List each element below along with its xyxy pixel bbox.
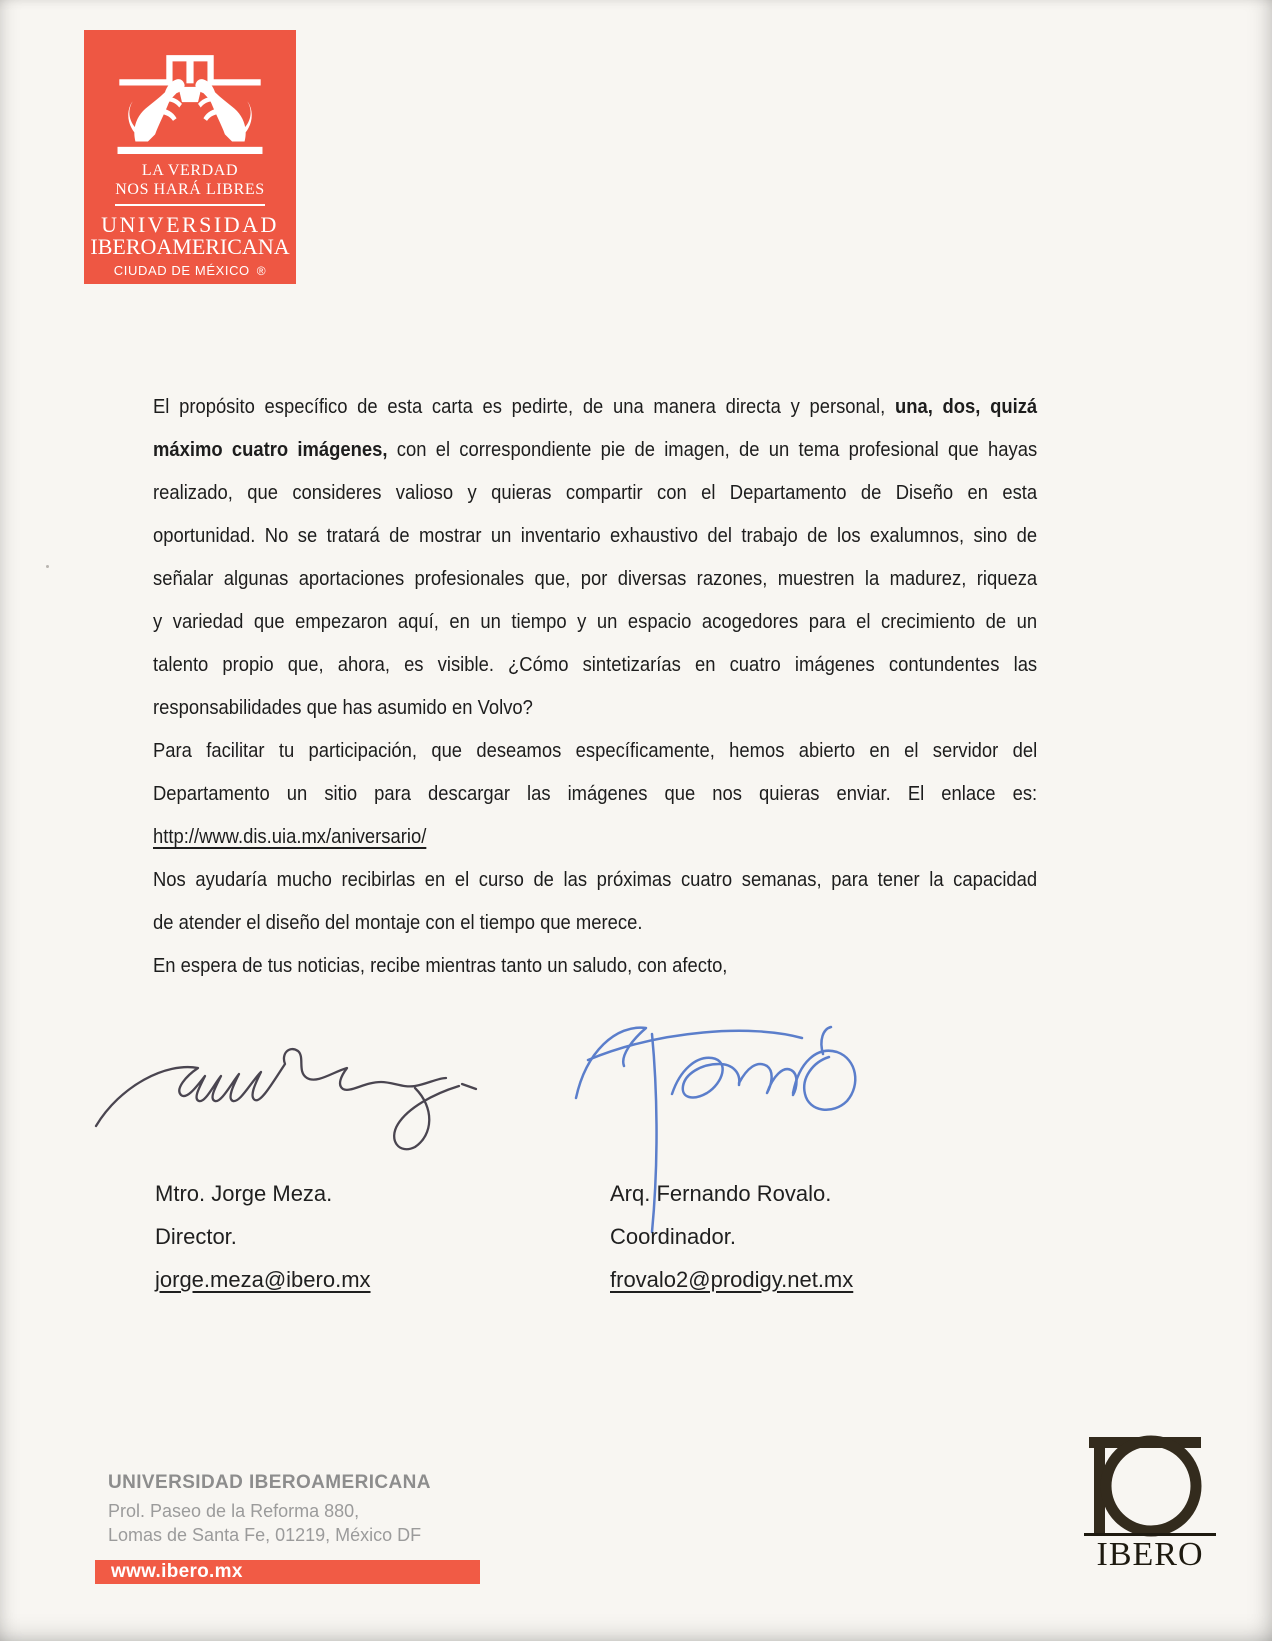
body-line: Nos ayudaría mucho recibirlas en el curso de las próximas cuatro semanas, para tener la capacidad (153, 869, 1038, 891)
scan-speck (46, 565, 49, 568)
ibero-logo (1036, 1432, 1218, 1577)
body-line (153, 816, 1037, 859)
signer-email-link[interactable]: frovalo2@prodigy.net.mx (610, 1267, 854, 1292)
university-name-line1: UNIVERSIDAD (101, 212, 279, 237)
signer-block-right (610, 1172, 853, 1301)
website-bar (95, 1560, 480, 1584)
body-line: talento propio que, ahora, es visible. ¿Cómo sintetizarías en cuatro imágenes contundentes las (153, 654, 1038, 676)
footer-university-name: UNIVERSIDAD IBEROAMERICANA (108, 1472, 431, 1493)
body-line: Para facilitar tu participación, que deseamos específicamente, hemos abierto en el servidor del (153, 740, 1038, 762)
body-line: de atender el diseño del montaje con el tiempo que merece. (153, 912, 643, 934)
university-letterhead (84, 30, 296, 284)
loyola-crest-icon (105, 46, 275, 160)
campus-city-line: CIUDAD DE MÉXICO ® (113, 263, 267, 278)
letter-body (153, 386, 1037, 988)
university-motto: LA VERDAD NOS HARÁ LIBRES (115, 162, 265, 198)
signer-title: Director. (155, 1224, 237, 1249)
body-line: realizado, que consideres valioso y quieras compartir con el Departamento de Diseño en esta (153, 482, 1038, 504)
body-line: Departamento un sitio para descargar las imágenes que nos quieras enviar. El enlace es: (153, 783, 1038, 805)
signer-block-left (155, 1172, 371, 1301)
body-line: señalar algunas aportaciones profesionales que, por diversas razones, muestren la madurez, riqueza (153, 568, 1038, 590)
signer-title: Coordinador. (610, 1224, 736, 1249)
registered-trademark-symbol: ® (256, 264, 267, 278)
signer-name: Arq. Fernando Rovalo. (610, 1181, 832, 1206)
body-line: máximo cuatro imágenes, con el correspondiente pie de imagen, de un tema profesional que hayas (153, 439, 1038, 461)
body-line: oportunidad. No se tratará de mostrar un inventario exhaustivo del trabajo de los exalumnos, sino de (153, 525, 1038, 547)
jorge-meza-signature (92, 1022, 487, 1167)
footer-address: Prol. Paseo de la Reforma 880, Lomas de Santa Fe, 01219, México DF (108, 1501, 422, 1545)
university-name-line2: IBEROAMERICANA (90, 234, 290, 259)
signer-name: Mtro. Jorge Meza. (155, 1181, 333, 1206)
letterhead-divider (115, 204, 265, 206)
body-line: responsabilidades que has asumido en Volvo? (153, 697, 533, 719)
body-line: En espera de tus noticias, recibe mientras tanto un saludo, con afecto, (153, 955, 728, 977)
body-line: El propósito específico de esta carta es pedirte, de una manera directa y personal, una, dos, quizá (153, 396, 1038, 418)
ibero-mark-icon (1036, 1432, 1218, 1537)
download-site-link[interactable]: http://www.dis.uia.mx/aniversario/ (153, 826, 427, 848)
body-line: y variedad que empezaron aquí, en un tiempo y un espacio acogedores para el crecimiento de un (153, 611, 1038, 633)
ibero-wordmark: IBERO (1096, 1536, 1204, 1573)
website-url[interactable]: www.ibero.mx (111, 1561, 243, 1582)
signer-email-link[interactable]: jorge.meza@ibero.mx (155, 1267, 371, 1292)
